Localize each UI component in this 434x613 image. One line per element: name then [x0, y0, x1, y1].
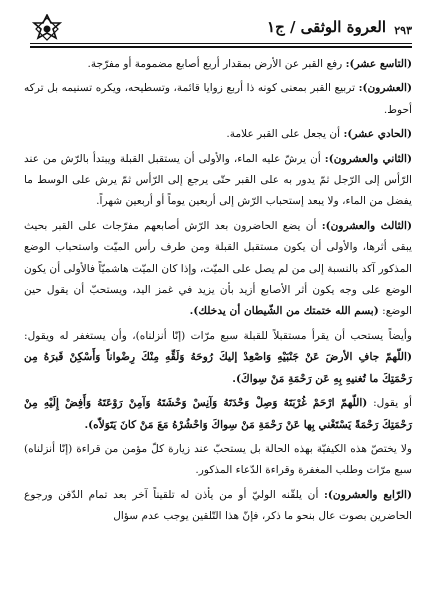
item-text: أن يضع الحاضرون بعد الرّش أصابعهم مفرّجات على القبر بحيث يبقى أثرها، والأولى أن يكون مستقبل القبلة ومن طرف رأس الميّت واستحباب الوضع المذكور آكد بالنسبة إلى من لم يصل على الميّت، وإذا كان الميّت هاشميّاً فالأولى أن يكون الوضع على وجه يكون أثر الأصابع أزيد بأن يزيد في غمز اليد، ويستحبّ أن يقول حين الوضع: — [24, 219, 412, 318]
book-title: العروة الوثقى / ج١ — [267, 18, 386, 36]
star-ornament-icon — [32, 14, 62, 44]
paragraph-22 — [24, 149, 412, 213]
paragraph-20 — [24, 78, 412, 121]
page-header — [30, 14, 412, 48]
item-text: ولا يختصّ هذه الكيفيّة بهذه الحالة بل يستحبّ عند زيارة كلّ مؤمن من قراءة (إنّا أنزلناه) سبع مرّات وطلب المغفرة وقراءة الدّعاء المذكور. — [24, 442, 412, 477]
item-term: (الثاني والعشرون): — [324, 152, 412, 165]
item-text: أن يلقّنه الوليّ أو من يأذن له تلقيناً آخر بعد تمام الدّفن ورجوع الحاضرين بصوت عال بنحو ما ذكر، فإنّ هذا التّلقين يوجب عدم سؤال — [24, 488, 412, 523]
item-text: أو يقول: — [367, 397, 412, 410]
dua-quote: (اللّهمّ ارْحَمْ غُرْبَتَهُ وَصِلْ وَحْدَتَهُ وَآنِسْ وَحْشَتَهُ وَآمِنْ رَوْعَتَهُ وَأَفِضْ إِلَيْهِ مِنْ رَحْمَتِكَ رَحْمَةً يَسْتَغْني بِها عَنْ رَحْمَةِ مَنْ سِواكَ وَاحْشُرْهُ مَعَ مَنْ كانَ يَتَوَلاّه). — [24, 397, 412, 431]
paragraph-dua-2 — [24, 393, 412, 436]
item-text: رفع القبر عن الأرض بمقدار أربع أصابع مضمومة أو مفرّجة. — [87, 58, 346, 70]
item-text: وأيضاً يستحب أن يقرأ مستقبلاً للقبلة سبع مرّات (إنّا أنزلناه)، وأن يستغفر له ويقول: — [24, 329, 412, 342]
header-rule — [30, 46, 412, 48]
paragraph-visit — [24, 439, 412, 482]
item-term: (العشرون): — [358, 82, 412, 95]
item-text: تربيع القبر بمعنى كونه ذا أربع زوايا قائمة، وتسطيحه، ويكره تسنيمه بل تركه أحوط. — [24, 82, 412, 116]
item-text: أن يرشّ عليه الماء، والأولى أن يستقبل القبلة ويبتدأ بالرّش من عند الرّأس إلى الرّجل ثمّ يدور به على القبر حتّى يرجع إلى الرّأس ثمّ يرش على الوسط ما يفضل من الماء، ولا يبعد إستحباب الرّش إلى أربعين يوماً أو أربعين شهراً. — [24, 152, 412, 208]
paragraph-23 — [24, 216, 412, 323]
dua-quote: (اللّهمّ جافِ الأرضَ عَنْ جَنْبَيْهِ وَاصْعِدْ إليكَ رُوحَهُ وَلَقِّهِ مِنْكَ رِضْواناً وَأَسْكِنْ قَبرَهُ مِن رَحْمَتِكَ ما تُغنيهِ بِهِ عَن رَحْمَةِ مَنْ سِواكَ). — [24, 351, 412, 385]
paragraph-dua-1 — [24, 326, 412, 390]
item-term: (التاسع عشر): — [345, 58, 412, 70]
dua-quote: (بسم الله ختمتك من الشّيطان أن يدخلك). — [189, 305, 379, 318]
item-text: أن يجعل على القبر علامة. — [226, 128, 344, 141]
paragraph-21 — [24, 124, 412, 145]
item-term: (الثالث والعشرون): — [321, 219, 412, 232]
header-rule-thin — [30, 43, 412, 44]
item-term: (الرّابع والعشرون): — [324, 488, 412, 501]
page-number: ٢٩٣ — [394, 24, 412, 37]
paragraph-19 — [24, 54, 412, 75]
item-term: (الحادي عشر): — [343, 128, 412, 141]
page-content — [24, 54, 412, 528]
paragraph-24 — [24, 485, 412, 528]
